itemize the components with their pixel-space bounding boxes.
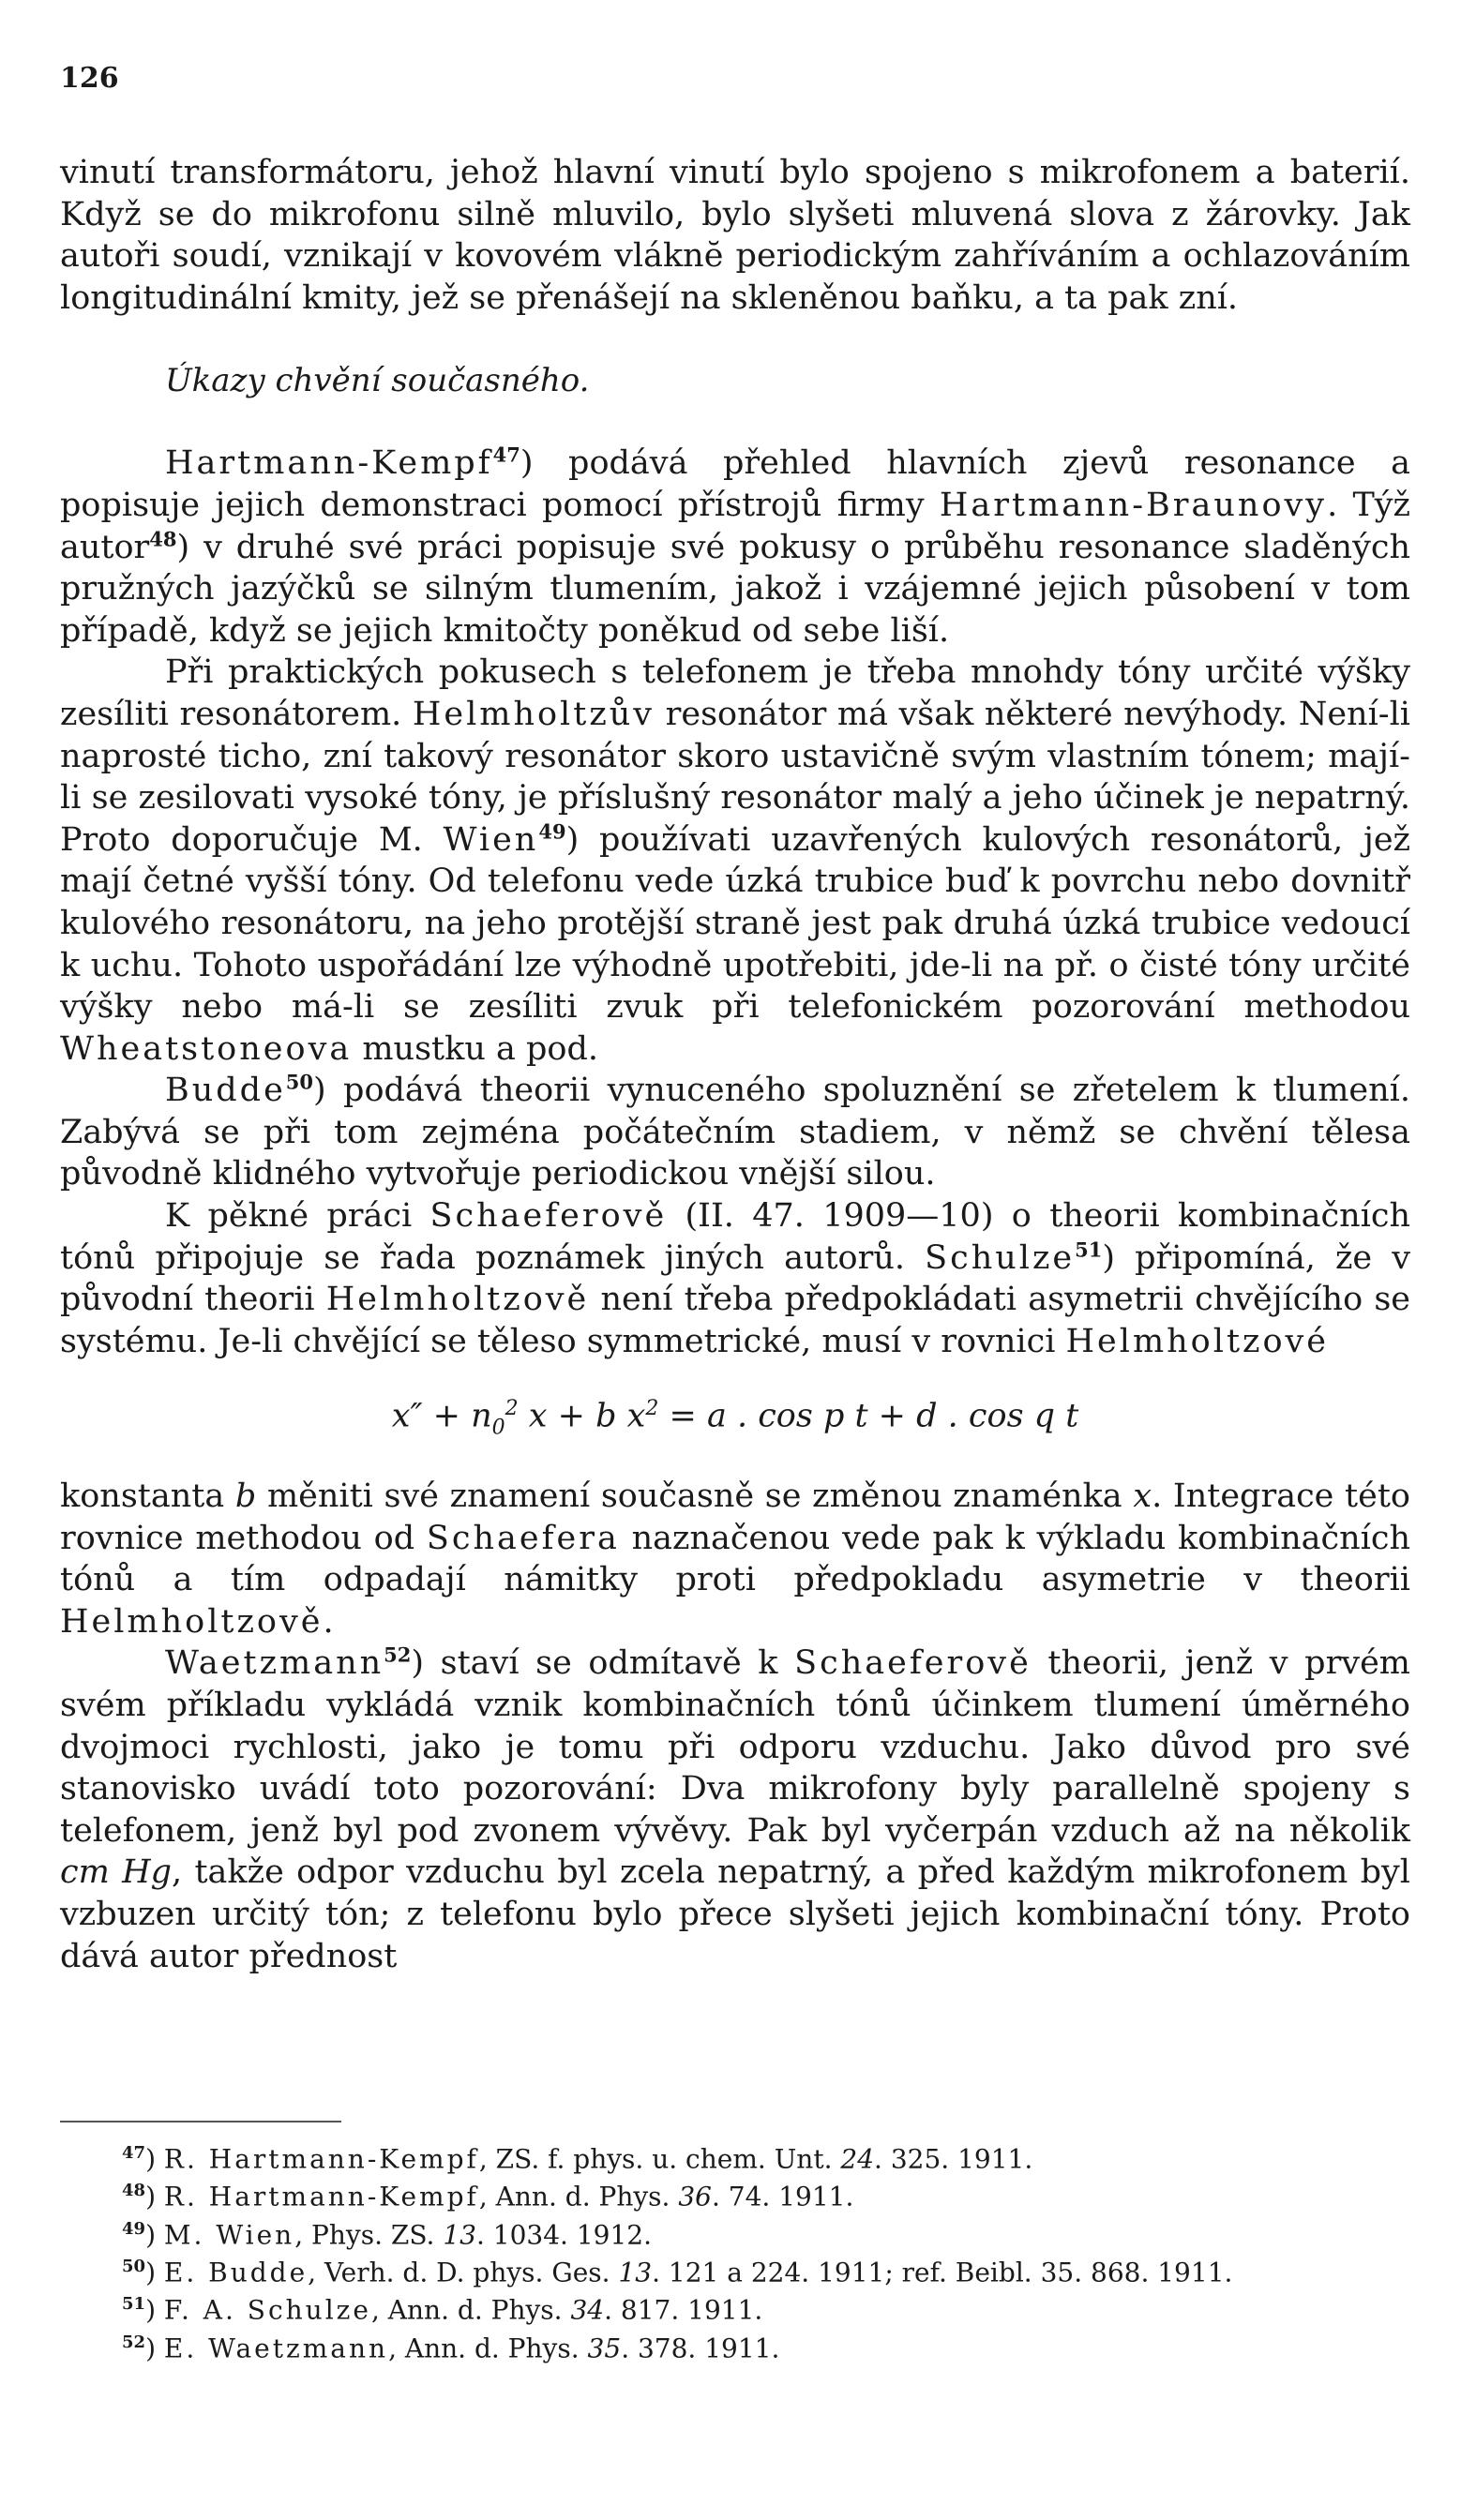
- author-name: Schulze: [925, 1238, 1076, 1277]
- paragraph-2: Hartmann-Kempf$^{47}$) podává přehled hlavních zjevů resonance a popisuje jejich demonstraci pomocí přístrojů firmy Hartmann-Braunovy. Týž autor$^{48}$) v druhé své práci popisuje své pokusy o průběhu resonance sladěných pružných jazýčků se silným tlumením, jakož i vzájemné jejich působení v tom případě, když se jejich kmitočty poněkud od sebe liší.: [60, 442, 1410, 650]
- author-name: Wien: [443, 820, 539, 859]
- paragraph-3: Při praktických pokusech s telefonem je třeba mnohdy tóny určité výšky zesíliti resonátorem. Helmholtzův resonátor má však některé nevýhody. Není-li naprosté ticho, zní takový resonátor skoro ustavičně svým vlastním tónem; mají-li se zesilovati vysoké tóny, je příslušný resonátor malý a jeho účinek je nepatrný. Proto doporučuje M. Wien$^{49}$) používati uzavřených kulových resonátorů, jež mají četné vyšší tóny. Od telefonu vede úzká trubice buď k povrchu nebo dovnitř kulového resonátoru, na jeho protější straně jest pak druhá úzká trubice vedoucí k uchu. Tohoto uspořádání lze výhodně upotřebiti, jde-li na př. o čisté tóny určité výšky nebo má-li se zesíliti zvuk při telefonickém pozorování methodou Wheatstoneova mustku a pod.: [60, 653, 1410, 1068]
- author-name: Budde: [165, 1072, 286, 1110]
- author-name: Helmholtzově: [325, 1281, 590, 1319]
- footnote: $^{49}$) M. Wien, Phys. ZS. 13. 1034. 1912.: [122, 2218, 652, 2250]
- paragraph-1: vinutí transformátoru, jehož hlavní vinutí bylo spojeno s mikrofonem a baterií. Když se do mikrofonu silně mluvilo, bylo slyšeti mluvená slova z žárovky. Jak autoři soudí, vznikají v kovovém vláknĕ periodickým zahříváním a ochlazováním longitudinální kmity, jež se přenášejí na skleněnou baňku, a ta pak zní.: [60, 154, 1410, 317]
- author-name: Schaeferově: [794, 1644, 1032, 1683]
- page-number: 126: [60, 62, 119, 95]
- author-name: Schaeferově: [429, 1197, 668, 1236]
- author-name: Waetzmann: [165, 1644, 384, 1683]
- section-heading: Úkazy chvění současného.: [165, 362, 590, 400]
- footnote-ref: 51: [1075, 1238, 1103, 1261]
- footnote-ref: 48: [149, 526, 177, 550]
- paragraph-6: konstanta b měniti své znamení současně se změnou znaménka x. Integrace této rovnice methodou od Schaefera naznačenou vede pak k výkladu kombinačních tónů a tím odpadají námitky proti předpokladu asymetrie v theorii Helmholtzově.: [60, 1478, 1410, 1641]
- footnote: $^{48}$) R. Hartmann-Kempf, Ann. d. Phys. 36. 74. 1911.: [122, 2181, 854, 2212]
- footnote: $^{50}$) E. Budde, Verh. d. D. phys. Ges. 13. 121 a 224. 1911; ref. Beibl. 35. 868. 1911.: [122, 2256, 1233, 2288]
- footnote: $^{52}$) E. Waetzmann, Ann. d. Phys. 35. 378. 1911.: [122, 2332, 780, 2363]
- footnote-ref: 47: [492, 442, 520, 467]
- equation: $x'' + n_0^2$ x + b $x^2 = a$ . cos p t + d . cos q t: [391, 1397, 1079, 1441]
- author-name: Hartmann-Kempf: [165, 444, 493, 483]
- main-text: [60, 152, 1410, 1977]
- author-name: Helmholtzové: [1065, 1322, 1330, 1360]
- author-name: Helmholtzově: [60, 1602, 324, 1641]
- author-name: Wheatstoneova: [60, 1029, 353, 1068]
- paragraph-4: Budde$^{50}$) podává theorii vynuceného spoluznění se zřetelem k tlumení. Zabývá se při tom zejména počátečním stadiem, v němž se chvění tělesa původně klidného vytvořuje periodickou vnější silou.: [60, 1070, 1410, 1193]
- footnote: $^{47}$) R. Hartmann-Kempf, ZS. f. phys. u. chem. Unt. 24. 325. 1911.: [122, 2143, 1033, 2175]
- firm-name: Hartmann-Braunovy: [939, 486, 1328, 524]
- footnotes: [60, 2138, 1410, 2364]
- footnote-ref: 52: [384, 1642, 412, 1667]
- author-name: Schaefera: [426, 1519, 620, 1557]
- footnote-ref: 50: [285, 1070, 314, 1094]
- paragraph-7: Waetzmann$^{52}$) staví se odmítavě k Schaeferově theorii, jenž v prvém svém příkladu vykládá vznik kombinačních tónů účinkem tlumení úměrného dvojmoci rychlosti, jako je tomu při odporu vzduchu. Jako důvod pro své stanovisko uvádí toto pozorování: Dva mikrofony byly parallelně spojeny s telefonem, jenž byl pod zvonem vývěvy. Pak byl vyčerpán vzduch až na několik cm Hg, takže odpor vzduchu byl zcela nepatrný, a před každým mikrofonem byl vzbuzen určitý tón; z telefonu bylo přece slyšeti jejich kombinační tóny. Proto dává autor přednost: [60, 1642, 1411, 1975]
- footnote-ref: 49: [538, 819, 566, 844]
- footnote: $^{51}$) F. A. Schulze, Ann. d. Phys. 34. 817. 1911.: [122, 2294, 763, 2326]
- footnote-divider: [60, 2121, 341, 2122]
- author-name: Helmholtzův: [412, 695, 655, 733]
- paragraph-5: K pěkné práci Schaeferově (II. 47. 1909—10) o theorii kombinačních tónů připojuje se řada poznámek jiných autorů. Schulze$^{51}$) připomíná, že v původní theorii Helmholtzově není třeba předpokládati asymetrii chvějícího se systému. Je-li chvějící se těleso symmetrické, musí v rovnici Helmholtzové: [60, 1197, 1411, 1360]
